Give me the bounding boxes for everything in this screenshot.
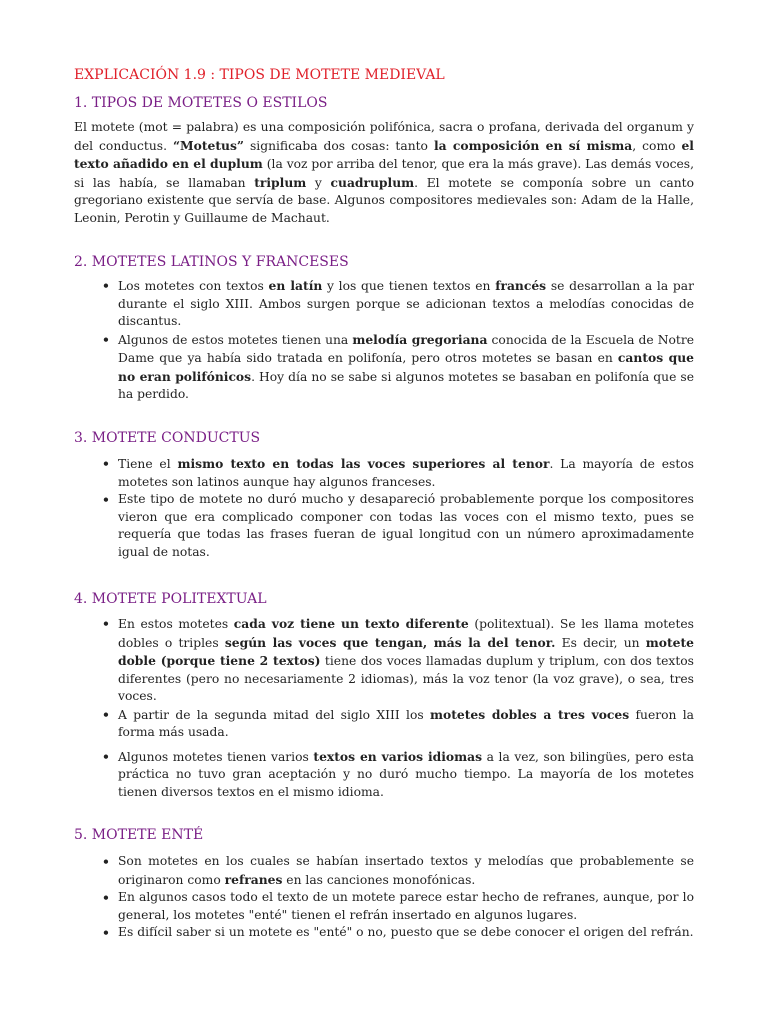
- section-heading-ente: 5. MOTETE ENTÉ: [74, 827, 204, 843]
- section-bullets-politextual: [74, 615, 694, 801]
- section-heading-latinos-franceses: 2. MOTETES LATINOS Y FRANCESES: [74, 254, 349, 270]
- list-item: • Es difícil saber si un motete es "enté" o no, puesto que se debe conocer el origen del refrán.: [74, 924, 694, 942]
- section-bullets-ente: [74, 853, 694, 942]
- section-heading-tipos: 1. TIPOS DE MOTETES O ESTILOS: [74, 95, 328, 111]
- list-item: • Algunos de estos motetes tienen una melodía gregoriana conocida de la Escuela de Notre Dame que ya había sido tratada en polifonía, pero otros motetes se basan en cantos que no eran polifónicos. Hoy día no se sabe si algunos motetes se basaban en polifonía que se ha perdido.: [74, 331, 694, 404]
- section-paragraph-tipos: El motete (mot = palabra) es una composición polifónica, sacra o profana, derivada del organum y del conductus. “Motetus” significaba dos cosas: tanto la composición en sí misma, como el texto añadido en el duplum (la voz por arriba del tenor, que era la más grave). Las demás voces, si las había, se llamaban triplum y cuadruplum. El motete se componía sobre un canto gregoriano existente que servía de base. Algunos compositores medievales son: Adam de la Halle, Leonin, Perotin y Guillaume de Machaut.: [74, 120, 695, 225]
- section-bullets-conductus: [74, 455, 694, 561]
- list-item: • En algunos casos todo el texto de un motete parece estar hecho de refranes, aunque, por lo general, los motetes "enté" tienen el refrán insertado en algunos lugares.: [74, 889, 694, 924]
- list-item: • A partir de la segunda mitad del siglo XIII los motetes dobles a tres voces fueron la forma más usada.: [74, 706, 694, 742]
- page-title: EXPLICACIÓN 1.9 : TIPOS DE MOTETE MEDIEVAL: [74, 67, 445, 83]
- list-item: • Este tipo de motete no duró mucho y desapareció probablemente porque los compositores vieron que era complicado componer con todas las voces con el mismo texto, pues se requería que todas las frases fueran de igual longitud con un número aproximadamente igual de notas.: [74, 491, 694, 561]
- section-heading-politextual: 4. MOTETE POLITEXTUAL: [74, 591, 267, 607]
- list-item: • Los motetes con textos en latín y los que tienen textos en francés se desarrollan a la par durante el siglo XIII. Ambos surgen porque se adicionan textos a melodías conocidas de discantus.: [74, 277, 694, 331]
- list-item: • Son motetes en los cuales se habían insertado textos y melodías que probablemente se originaron como refranes en las canciones monofónicas.: [74, 853, 694, 889]
- list-item: • En estos motetes cada voz tiene un texto diferente (politextual). Se les llama motetes dobles o triples según las voces que tengan, más la del tenor. Es decir, un motete doble (porque tiene 2 textos) tiene dos voces llamadas duplum y triplum, con dos textos diferentes (pero no necesariamente 2 idiomas), más la voz tenor (la voz grave), o sea, tres voces.: [74, 615, 694, 706]
- list-item: • Algunos motetes tienen varios textos en varios idiomas a la vez, son bilingües, pero esta práctica no tuvo gran aceptación y no duró mucho tiempo. La mayoría de los motetes tienen diversos textos en el mismo idioma.: [74, 748, 694, 802]
- list-item: • Tiene el mismo texto en todas las voces superiores al tenor. La mayoría de estos motetes son latinos aunque hay algunos franceses.: [74, 455, 694, 491]
- section-bullets-latinos-franceses: [74, 277, 694, 404]
- section-heading-conductus: 3. MOTETE CONDUCTUS: [74, 430, 261, 446]
